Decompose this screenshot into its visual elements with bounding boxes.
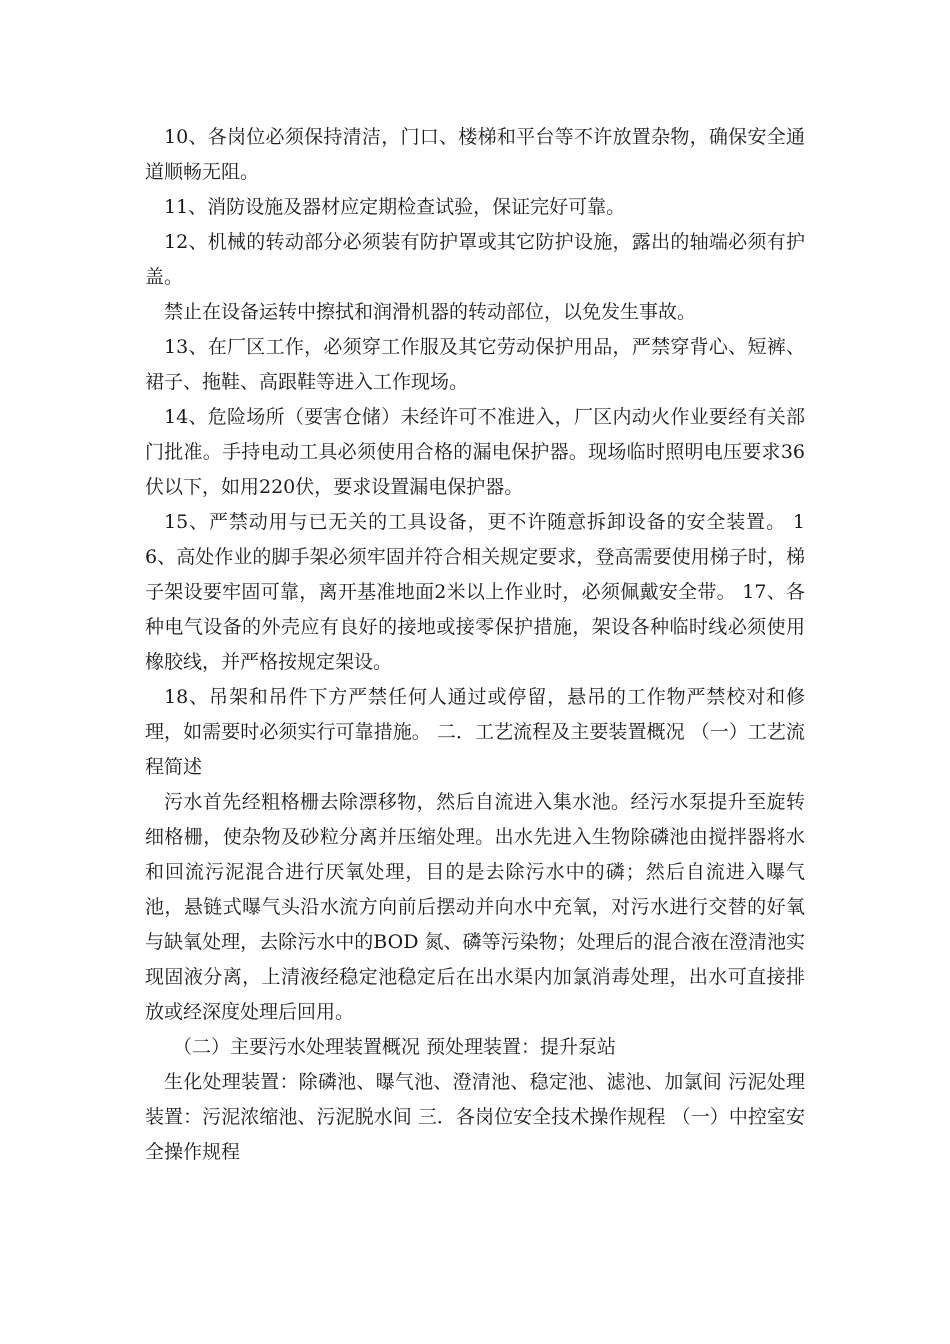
paragraph-rule-18-process-heading: 18、吊架和吊件下方严禁任何人通过或停留，悬吊的工作物严禁校对和修理，如需要时必须实行可靠措施。 二．工艺流程及主要装置概况 （一）工艺流程简述 [145,686,805,778]
document-body [145,120,805,1170]
paragraph-rule-10: 10、各岗位必须保持清洁，门口、楼梯和平台等不许放置杂物，确保安全通道顺畅无阻。 [145,126,805,183]
paragraph-treatment-units: 生化处理装置：除磷池、曝气池、澄清池、稳定池、滤池、加氯间 污泥处理装置：污泥浓缩池、污泥脱水间 三．各岗位安全技术操作规程 （一）中控室安全操作规程 [145,1071,805,1163]
paragraph-rule-12-note: 禁止在设备运转中擦拭和润滑机器的转动部位，以免发生事故。 [164,301,697,323]
paragraph-rule-13: 13、在厂区工作，必须穿工作服及其它劳动保护用品，严禁穿背心、短裤、裙子、拖鞋、高跟鞋等进入工作现场。 [145,336,805,393]
paragraph-rule-11: 11、消防设施及器材应定期检查试验，保证完好可靠。 [164,196,626,218]
paragraph-rule-15-17: 15、严禁动用与已无关的工具设备，更不许随意拆卸设备的安全装置。 16、高处作业的脚手架必须牢固并符合相关规定要求，登高需要使用梯子时，梯子架设要牢固可靠，离开基准地面2米以上作业时，必须佩戴安全带。 17、各种电气设备的外壳应有良好的接地或接零保护措施，架设各种临时线必须使用橡胶线，并严格按规定架设。 [145,511,805,673]
paragraph-rule-14: 14、危险场所（要害仓储）未经许可不准进入，厂区内动火作业要经有关部门批准。手持电动工具必须使用合格的漏电保护器。现场临时照明电压要求36伏以下，如用220伏，要求设置漏电保护器。 [145,406,805,498]
paragraph-rule-12: 12、机械的转动部分必须装有防护罩或其它防护设施，露出的轴端必须有护盖。 [145,231,805,288]
paragraph-process-description: 污水首先经粗格栅去除漂移物，然后自流进入集水池。经污水泵提升至旋转细格栅，使杂物及砂粒分离并压缩处理。出水先进入生物除磷池由搅拌器将水和回流污泥混合进行厌氧处理，目的是去除污水中的磷；然后自流进入曝气池，悬链式曝气头沿水流方向前后摆动并向水中充氧，对污水进行交替的好氧与缺氧处理，去除污水中的BOD 氮、磷等污染物；处理后的混合液在澄清池实现固液分离，上清液经稳定池稳定后在出水渠内加氯消毒处理，出水可直接排放或经深度处理后回用。 [145,791,805,1023]
paragraph-main-equipment: （二）主要污水处理装置概况 预处理装置：提升泵站 [173,1036,617,1058]
